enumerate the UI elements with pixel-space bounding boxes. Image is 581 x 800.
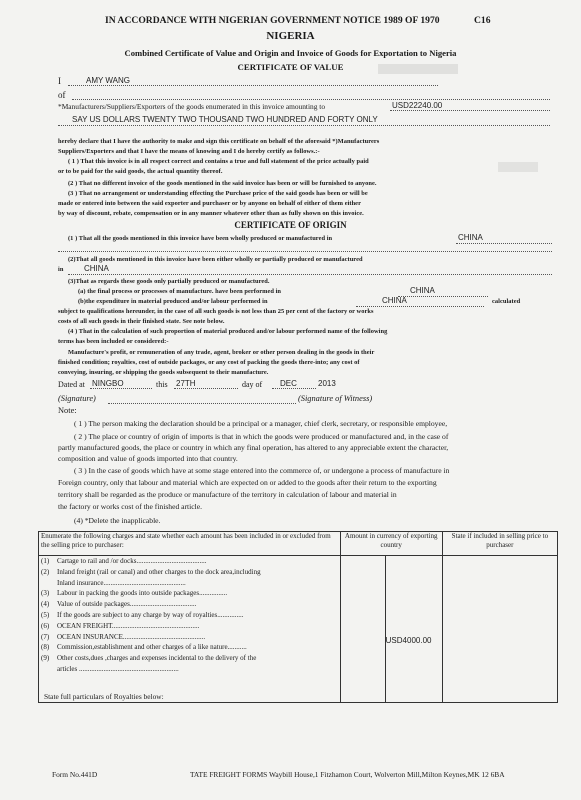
origin-clause-3: (3)That as regards these goods only partially produced or manufactured. [68,278,270,285]
charges-list-cell [39,556,341,703]
note-2b: partly manufactured goods, the place or country in which any final operation, has altered to any appreciable extent the character, [58,443,449,452]
origin-clause-3c: subject to qualifications hereunder, in the case of all such goods is not less than 25 per cent of the factory or works [58,308,374,315]
note-2a: ( 2 ) The place or country of origin of imports is that in which the goods were produced or manufactured and, in the case of [74,432,449,441]
origin-clause-3b: (b)the expenditure in material produced and/or labour performed in [78,298,268,305]
charge-row-text: OCEAN FREIGHT.................................................. [57,621,200,630]
note-3b: Foreign country, only that labour and material which are expected on or added to the goods after their return to the exporting [58,478,437,487]
origin-line-2 [68,274,552,275]
charge-row [41,664,338,675]
note-3c: territory shall be regarded as the produce or manufacture of the territory in calculation of labour and material in [58,490,397,499]
publisher-line: TATE FREIGHT FORMS Waybill House,1 Fitzhamon Court, Wolverton Mill,Milton Keynes,MK 12 6BA [190,770,505,779]
of-label: of [58,90,66,100]
origin-clause-5c: conveying, insuring, or shipping the goods subsequent to their manufacture. [58,369,269,376]
declarant-name: AMY WANG [86,76,131,85]
dated-place: NINGBO [92,379,124,388]
notes-title: Note: [58,406,77,415]
note-4: (4) *Delete the inapplicable. [74,516,161,525]
origin-clause-1: (1 ) That all the goods mentioned in this invoice have been wholly produced or manufactured in [68,235,333,242]
charge-row [41,567,338,578]
charges-header: Enumerate the following charges and state whether each amount has been included in or excluded from the selling price to purchaser: [39,532,341,556]
note-3a: ( 3 ) In the case of goods which have at some stage entered into the commerce of, or undergone a process of manufacture in [74,466,450,475]
note-1: ( 1 ) The person making the declaration should be a principal or a manager, chief clerk, secretary, or responsible employee, [74,419,448,428]
charge-row [41,556,338,567]
clause-1a: ( 1 ) That this invoice is in all respect correct and contains a true and full statement of the price actually paid [68,158,369,165]
charge-row-number: (7) [41,632,50,641]
declaration-line-1: hereby declare that I have the authority to make and sign this certificate on behalf of the aforesaid *)Manufacturers [58,138,380,145]
origin-country-3b: CHINA [382,296,407,305]
charge-row-number: (2) [41,567,50,576]
calculated-label: calculated [492,298,521,305]
dated-month: DEC [280,379,297,388]
charge-row-text: Value of outside packages...................................... [57,600,197,609]
royalties-label: State full particulars of Royalties below: [44,692,164,701]
invoice-amount: USD22240.00 [392,101,443,110]
origin-line-1 [456,243,552,244]
i-label: I [58,76,61,86]
certificate-of-value-heading: CERTIFICATE OF VALUE [237,62,344,72]
name-line [68,85,438,86]
amount-header: Amount in currency of exporting country [340,532,442,556]
charge-row [41,621,338,632]
words-line [58,125,550,126]
place-line [90,388,152,389]
month-line [272,388,316,389]
charges-table [38,531,558,703]
amount-statement: *Manufacturers/Suppliers/Exporters of the goods enumerated in this invoice amounting to [58,102,326,111]
charge-row [41,610,338,621]
form-code: C16 [474,15,491,26]
charge-row-number: (9) [41,654,50,663]
charge-row-text: Cartage to rail and /or docks........................................ [57,557,207,565]
of-line [72,99,550,100]
day-line [174,388,238,389]
clause-3b: made or entered into between the said exporter and purchaser or by anyone on behalf of either of them either [58,200,361,207]
origin-country-2: CHINA [84,264,109,273]
origin-country-3a: CHINA [410,286,435,295]
charge-row [41,588,338,599]
note-2c: composition and value of goods imported into that country. [58,454,238,463]
amount-line [390,110,550,111]
signature-line [108,403,296,404]
origin-clause-5a: Manufacture's profit, or remuneration of any trade, agent, broker or other person dealing in the goods in their [68,349,375,356]
clause-3a: (3 ) That no arrangement or understanding effecting the Purchase price of the said goods has been or will be [68,190,368,197]
show-through-mark [498,162,538,172]
this-label: this [156,380,168,389]
dated-day: 27TH [176,379,196,388]
charge-row [41,642,338,653]
charge-row [41,578,338,589]
origin-clause-2: (2)That all goods mentioned in this invoice have been either wholly or partially produced or manufactured [68,256,363,263]
signature-label: (Signature) [58,394,96,403]
form-number: Form No.441D [52,770,98,779]
charge-row-text: Inland freight (rail or canal) and other charges to the dock area,including [57,567,261,576]
certificate-of-origin-heading: CERTIFICATE OF ORIGIN [234,220,347,230]
origin-clause-5b: finished condition; royalties, cost of outside packages, or any cost of packing the goods there-into; any cost of [58,359,360,366]
charge-row-number: (8) [41,643,50,652]
origin-clause-4b: terms has been included or considered:- [58,338,169,345]
charge-row-number: (6) [41,621,50,630]
charge-row-text: OCEAN INSURANCE............................................... [57,632,206,641]
origin-line-1b [58,251,552,252]
charge-row-text: articles ......................................................... [57,664,179,673]
charge-row [41,632,338,643]
charge-row-text: Other costs,dues ,charges and expenses incidental to the delivery of the [57,654,257,663]
clause-3c: by way of discount, rebate, compensation or in any manner whatever other than as fully shown on this invoice. [58,210,364,217]
included-header: State if included in selling price to purchaser [442,532,557,556]
charge-row-number: (4) [41,600,50,609]
charge-row-number: (3) [41,589,50,598]
day-of-label: day of [242,380,263,389]
charge-row-text: Labour in packing the goods into outside packages................ [57,589,228,598]
dated-year: 2013 [318,379,336,388]
origin-clause-3d: costs of all such goods in their finished state. See note below. [58,318,225,325]
origin-clause-3a: (a) the final process or processes of manufacture. have been performed in [78,288,282,295]
dated-label: Dated at [58,380,85,389]
witness-signature-label: (Signature of Witness) [298,394,373,403]
charge-row-text: Inland insurance............................................... [57,578,186,587]
charge-row-text: Commission,establishment and other charges of a like nature........... [57,643,247,652]
notice-heading: IN ACCORDANCE WITH NIGERIAN GOVERNMENT NOTICE 1989 OF 1970 [105,15,440,26]
charge-row-text: If the goods are subject to any charge by way of royalties............... [57,610,244,619]
origin-country-1: CHINA [458,233,483,242]
clause-2: (2 ) That no different invoice of the goods mentioned in the said invoice has been or will be furnished to anyone. [68,180,377,187]
charge-row [41,653,338,664]
note-3d: the factory or works cost of the finished article. [58,502,203,511]
charge-row-number: (5) [41,610,50,619]
origin-line-3b [356,306,484,307]
amount-col-b [385,556,442,703]
country-heading: NIGERIA [266,30,315,42]
ocean-freight-amount: USD4000.00 [385,636,432,645]
declaration-line-2: Suppliers/Exporters and that I have the means of knowing and I do hereby certify as follows.:- [58,148,320,155]
form-subtitle: Combined Certificate of Value and Origin and Invoice of Goods for Exportation to Nigeria [124,48,457,58]
charges-list [41,556,338,702]
clause-1b: or to be paid for the said goods, the actual quantity thereof. [58,168,223,175]
origin-clause-4a: (4 ) That in the calculation of such proportion of material produced and/or labour performed name of the following [68,328,388,335]
amount-col-a [340,556,385,703]
origin-in-label: in [58,266,64,273]
charge-row [41,599,338,610]
origin-line-3a [398,296,488,297]
included-col [442,556,557,703]
amount-in-words: SAY US DOLLARS TWENTY TWO THOUSAND TWO HUNDRED AND FORTY ONLY [72,115,378,124]
charge-row-number: (1) [41,557,50,565]
